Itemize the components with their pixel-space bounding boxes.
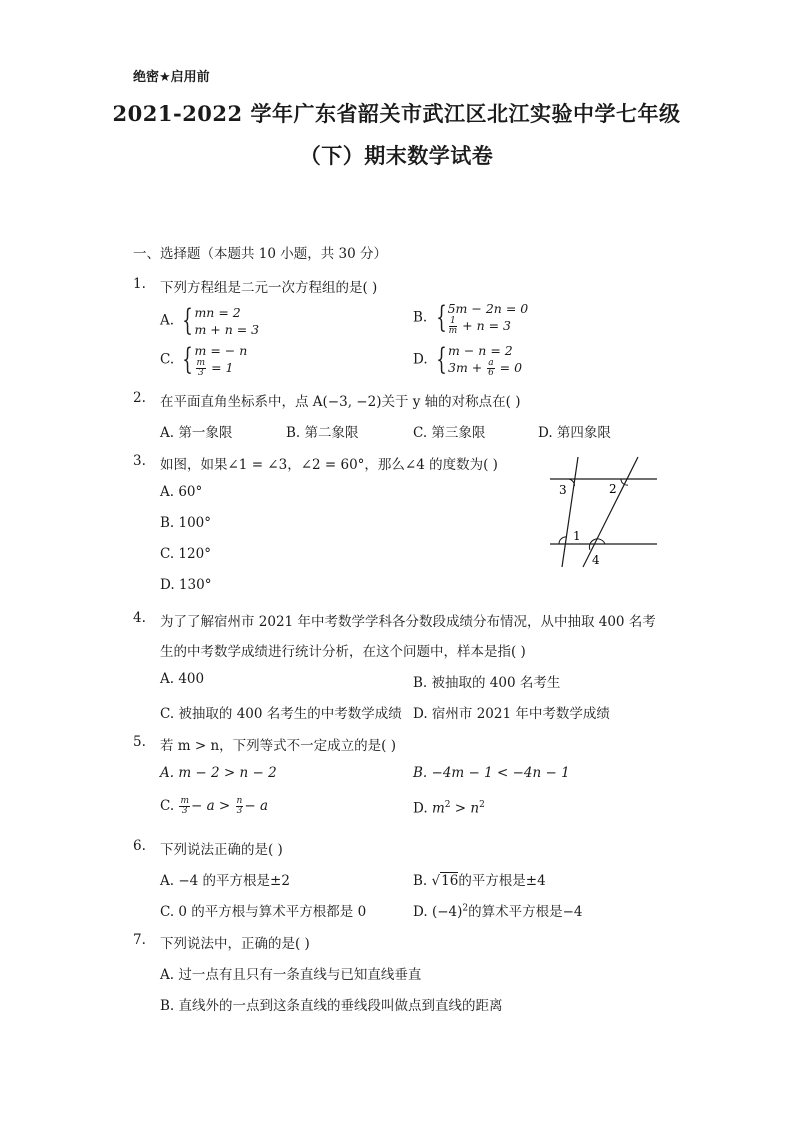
- option-d: D. 130°: [160, 577, 212, 593]
- question-text-line2: 生的中考数学成绩进行统计分析，在这个问题中，样本是指( ): [160, 644, 526, 660]
- option-b: B. 100°: [160, 515, 212, 531]
- option-c: C. 第三象限: [413, 425, 486, 441]
- option-c: C. { m = − n $\frac{m}{3}$ = 1: [160, 342, 248, 378]
- question-text: 下列说法中，正确的是( ): [160, 936, 310, 952]
- question-text: 若 m > n，下列等式不一定成立的是( ): [160, 738, 397, 754]
- confidential-label: 绝密★启用前: [133, 70, 210, 85]
- question-text: 如图，如果∠1 = ∠3，∠2 = 60°，那么∠4 的度数为( ): [160, 457, 498, 473]
- section-heading: 一、选择题（本题共 10 小题，共 30 分）: [133, 246, 388, 262]
- question-text: 下列方程组是二元一次方程组的是( ): [160, 280, 378, 296]
- option-b: B. √16的平方根是±4: [413, 873, 546, 889]
- option-a: A. { mn = 2 m + n = 3: [160, 303, 260, 338]
- question-number: 4.: [133, 610, 146, 626]
- left-transversal: [562, 457, 578, 567]
- option-b: B. { 5m − 2n = 0 $\frac{1}{m}$ + n = 3: [413, 300, 529, 336]
- option-d: D. 宿州市 2021 年中考数学成绩: [413, 706, 610, 722]
- option-b: B. 直线外的一点到这条直线的垂线段叫做点到直线的距离: [160, 998, 503, 1014]
- exam-title-line2: （下）期末数学试卷: [299, 143, 494, 168]
- question-number: 1.: [133, 276, 146, 292]
- question-text: 在平面直角坐标系中，点 A(−3, −2)关于 y 轴的对称点在( ): [160, 394, 521, 410]
- option-a: A. −4 的平方根是±2: [160, 873, 290, 889]
- question-number: 2.: [133, 390, 146, 406]
- option-d: D. 第四象限: [538, 425, 611, 441]
- option-d: D. $(-4)^2$的算术平方根是−4: [413, 903, 583, 920]
- option-d: D. { m − n = 2 3m + $\frac{a}{6}$ = 0: [413, 342, 523, 378]
- angle-label-4: 4: [592, 553, 600, 567]
- option-c: C. 被抽取的 400 名考生的中考数学成绩: [160, 706, 402, 722]
- angle-label-3: 3: [559, 483, 567, 497]
- parallel-lines-figure: [545, 455, 660, 570]
- option-b: B. −4m − 1 < −4n − 1: [413, 765, 570, 781]
- option-a: A. 60°: [160, 484, 203, 500]
- option-a: A. 400: [160, 671, 205, 687]
- option-c: C. 0 的平方根与算术平方根都是 0: [160, 904, 367, 920]
- angle-label-1: 1: [573, 529, 581, 543]
- question-number: 5.: [133, 734, 146, 750]
- option-a: A. m − 2 > n − 2: [160, 765, 277, 781]
- question-number: 7.: [133, 932, 146, 948]
- question-text: 下列说法正确的是( ): [160, 842, 283, 858]
- exam-title-line1: 2021-2022 学年广东省韶关市武江区北江实验中学七年级: [112, 101, 681, 126]
- question-number: 3.: [133, 453, 146, 469]
- option-b: B. 第二象限: [286, 425, 359, 441]
- angle-label-2: 2: [609, 482, 617, 496]
- option-a: A. 过一点有且只有一条直线与已知直线垂直: [160, 967, 422, 983]
- option-a: A. 第一象限: [160, 425, 233, 441]
- question-number: 6.: [133, 838, 146, 854]
- option-c: C. $\frac{m}{3}$ − a > $\frac{n}{3}$ − a: [160, 796, 268, 816]
- option-c: C. 120°: [160, 546, 211, 562]
- option-b: B. 被抽取的 400 名考生: [413, 675, 561, 691]
- question-text-line1: 为了了解宿州市 2021 年中考数学学科各分数段成绩分布情况，从中抽取 400 名考: [160, 614, 656, 630]
- right-transversal: [583, 457, 638, 567]
- option-d: D. $m^2 > n^2$: [413, 800, 485, 817]
